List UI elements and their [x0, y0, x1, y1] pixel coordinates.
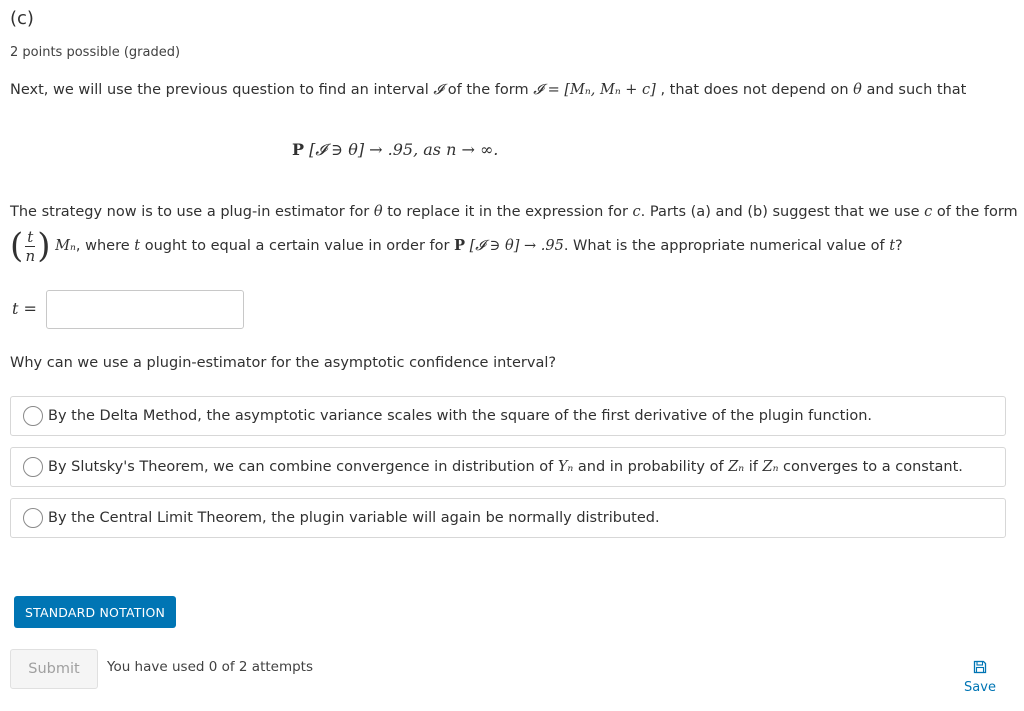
intro-text-3: , that does not depend on: [655, 82, 854, 98]
points-label: 2 points possible (graded): [10, 45, 181, 60]
save-label: Save: [964, 680, 996, 695]
problem-title: (c): [10, 8, 34, 29]
floppy-disk-icon: [973, 660, 987, 674]
strategy-text-8: ?: [895, 238, 903, 254]
intro-text-4: and such that: [861, 82, 967, 98]
strategy-text-6: ought to equal a certain value in order for: [140, 238, 455, 254]
strategy-text-7: . What is the appropriate numerical value of: [563, 238, 890, 254]
choice-central-limit-theorem[interactable]: [10, 498, 1006, 538]
choice-label: By the Delta Method, the asymptotic variance scales with the square of the first derivative of the plugin function.: [48, 408, 873, 424]
t-symbol: t: [889, 238, 896, 254]
standard-notation-button[interactable]: STANDARD NOTATION: [14, 596, 176, 628]
choice-text-3: if: [744, 459, 763, 475]
theta-symbol: θ: [853, 82, 862, 98]
probability-expression: [𝓘 ∋ θ] → .95: [465, 238, 564, 254]
submit-button[interactable]: Submit: [10, 649, 98, 689]
strategy-text-2: to replace it in the expression for: [382, 204, 633, 220]
c-symbol: c: [924, 204, 933, 220]
fraction-denominator: n: [25, 246, 36, 265]
choice-text-4: converges to a constant.: [778, 459, 963, 475]
radio-button[interactable]: [23, 457, 43, 477]
intro-text-1: Next, we will use the previous question to find an interval: [10, 82, 434, 98]
strategy-text-4: of the form: [932, 204, 1018, 220]
right-paren: ): [37, 226, 51, 266]
radio-button[interactable]: [23, 406, 43, 426]
theta-symbol: θ: [373, 204, 383, 220]
zn-symbol: Zₙ: [762, 459, 779, 475]
intro-text-2: of the form: [443, 82, 534, 98]
zn-symbol: Zₙ: [728, 459, 745, 475]
intro-paragraph: [10, 82, 966, 98]
yn-symbol: Yₙ: [557, 459, 574, 475]
interval-formula: 𝓘 = [Mₙ, Mₙ + c]: [533, 82, 656, 98]
fraction-numerator: t: [27, 227, 34, 246]
attempts-counter: You have used 0 of 2 attempts: [107, 659, 314, 675]
strategy-text-1: The strategy now is to use a plug-in estimator for: [10, 204, 374, 220]
question-2-text: Why can we use a plugin-estimator for the asymptotic confidence interval?: [10, 355, 557, 371]
interval-symbol: 𝓘: [433, 82, 444, 98]
t-symbol: t: [134, 238, 141, 254]
probability-symbol: P: [292, 140, 305, 159]
mn-symbol: Mₙ: [55, 238, 76, 254]
choice-text-2: and in probability of: [573, 459, 729, 475]
choice-label: [48, 459, 963, 475]
t-input-label: t =: [12, 299, 37, 318]
probability-symbol: P: [454, 237, 465, 254]
choice-text-1: By Slutsky's Theorem, we can combine convergence in distribution of: [48, 459, 558, 475]
strategy-line-1: [10, 204, 1018, 220]
display-expression: [𝓘 ∋ θ] → .95, as n → ∞.: [304, 140, 499, 159]
strategy-text-3: . Parts (a) and (b) suggest that we use: [640, 204, 925, 220]
t-answer-input[interactable]: [46, 290, 244, 329]
t-over-n-fraction: [25, 228, 35, 265]
save-button[interactable]: [958, 660, 1002, 695]
c-symbol: c: [632, 204, 641, 220]
choice-delta-method[interactable]: [10, 396, 1006, 436]
radio-button[interactable]: [23, 508, 43, 528]
choice-slutsky-theorem[interactable]: [10, 447, 1006, 487]
strategy-text-5: , where: [75, 238, 135, 254]
choice-label: By the Central Limit Theorem, the plugin variable will again be normally distributed.: [48, 510, 660, 526]
strategy-line-2: [10, 226, 903, 268]
left-paren: (: [10, 226, 24, 266]
display-equation: [292, 140, 498, 160]
